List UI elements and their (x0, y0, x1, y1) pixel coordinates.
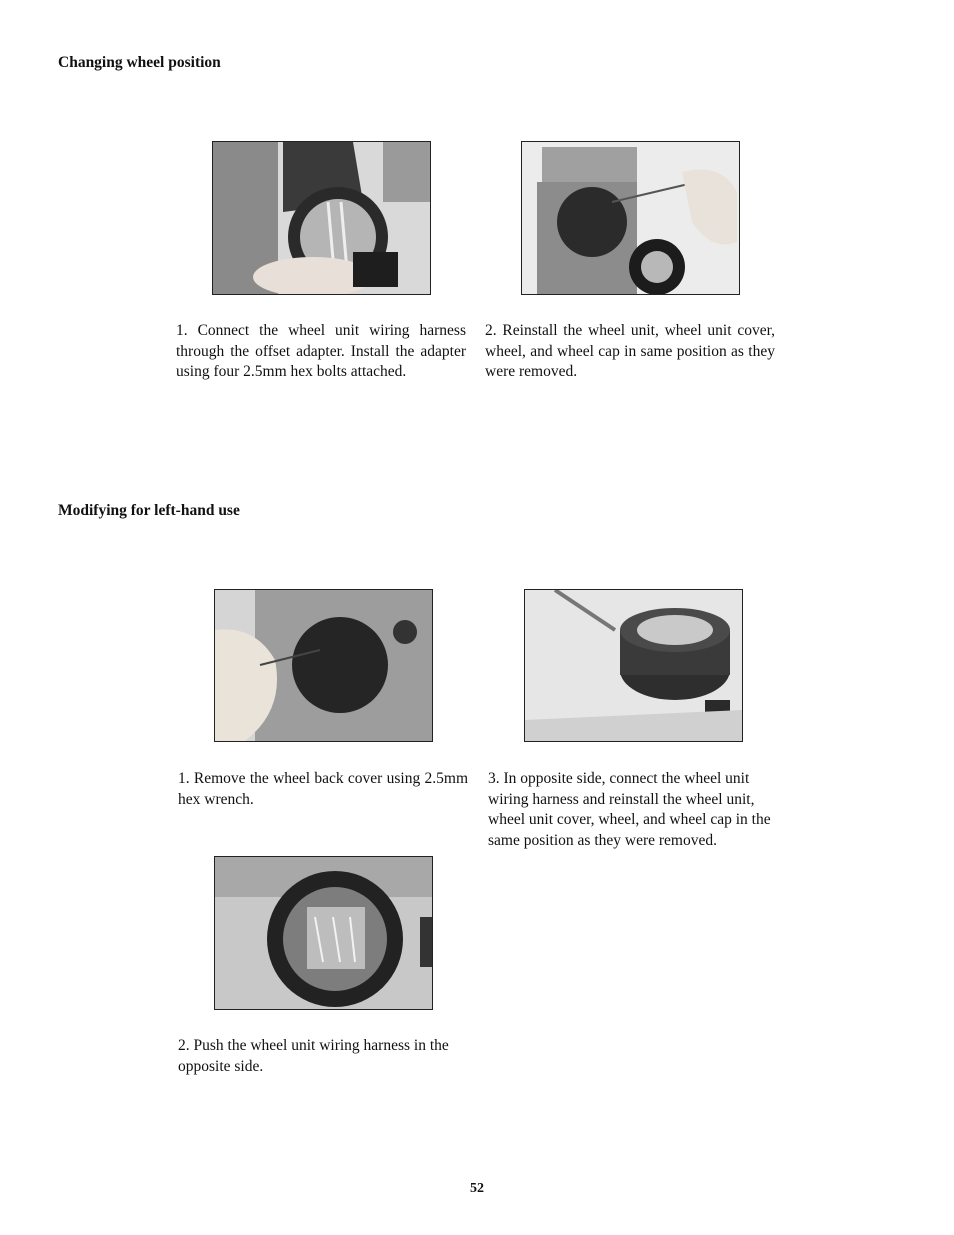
caption-changing-step-1: 1. Connect the wheel unit wiring harness through the offset adapter. Install the adapter using four 2.5mm hex bolts attached. (176, 322, 466, 380)
caption-lefthand-step-2: 2. Push the wheel unit wiring harness in the opposite side. (178, 1037, 449, 1075)
photo-push-wiring-harness (214, 856, 433, 1010)
caption-lefthand-step-3: 3. In opposite side, connect the wheel unit wiring harness and reinstall the wheel unit, wheel unit cover, wheel, and wheel cap in the same position as they were removed. (488, 770, 771, 849)
photo-adapter-install (212, 141, 431, 295)
photo-remove-back-cover (214, 589, 433, 742)
photo-wheel-reinstall (521, 141, 740, 295)
caption-changing-step-2: 2. Reinstall the wheel unit, wheel unit cover, wheel, and wheel cap in same position as they were removed. (485, 322, 775, 380)
section-heading-left-hand-use: Modifying for left-hand use (58, 502, 240, 519)
page-number: 52 (470, 1181, 484, 1196)
caption-lefthand-step-1: 1. Remove the wheel back cover using 2.5mm hex wrench. (178, 770, 468, 808)
section-heading-changing-wheel-position: Changing wheel position (58, 54, 221, 71)
photo-opposite-side-reinstall (524, 589, 743, 742)
